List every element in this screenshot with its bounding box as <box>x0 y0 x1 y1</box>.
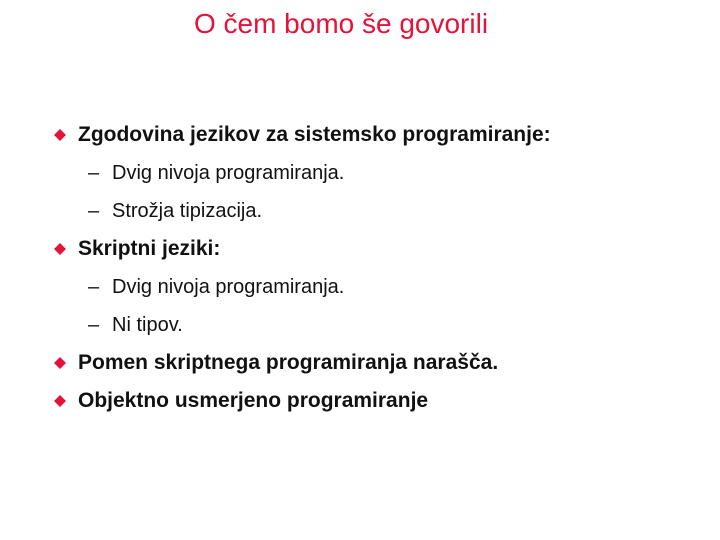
dash-marker: – <box>88 162 100 184</box>
bullet-item <box>52 344 692 382</box>
dash-marker: – <box>88 200 100 222</box>
bullet-text: Skriptni jeziki: <box>78 237 221 260</box>
sub-item <box>52 154 692 192</box>
bullet-item <box>52 230 692 268</box>
bullet-text: Zgodovina jezikov za sistemsko programiranje: <box>78 123 551 146</box>
slide-title: O čem bomo še govorili <box>193 8 489 39</box>
bullet-text: Objektno usmerjeno programiranje <box>78 389 429 412</box>
sub-item <box>52 268 692 306</box>
sub-item-text: Dvig nivoja programiranja. <box>112 276 345 298</box>
bullet-item <box>52 116 692 154</box>
diamond-bullet-icon <box>54 243 66 255</box>
sub-item <box>52 192 692 230</box>
sub-item <box>52 306 692 344</box>
bullet-item <box>52 382 692 420</box>
diamond-bullet-icon <box>54 129 66 141</box>
sub-item-text: Dvig nivoja programiranja. <box>112 162 345 184</box>
diamond-bullet-icon <box>54 395 66 407</box>
sub-item-text: Strožja tipizacija. <box>112 200 263 222</box>
dash-marker: – <box>88 276 100 298</box>
sub-item-text: Ni tipov. <box>112 314 183 336</box>
dash-marker: – <box>88 314 100 336</box>
diamond-bullet-icon <box>54 357 66 369</box>
bullet-text: Pomen skriptnega programiranja narašča. <box>78 351 499 374</box>
bullet-list <box>52 116 692 420</box>
